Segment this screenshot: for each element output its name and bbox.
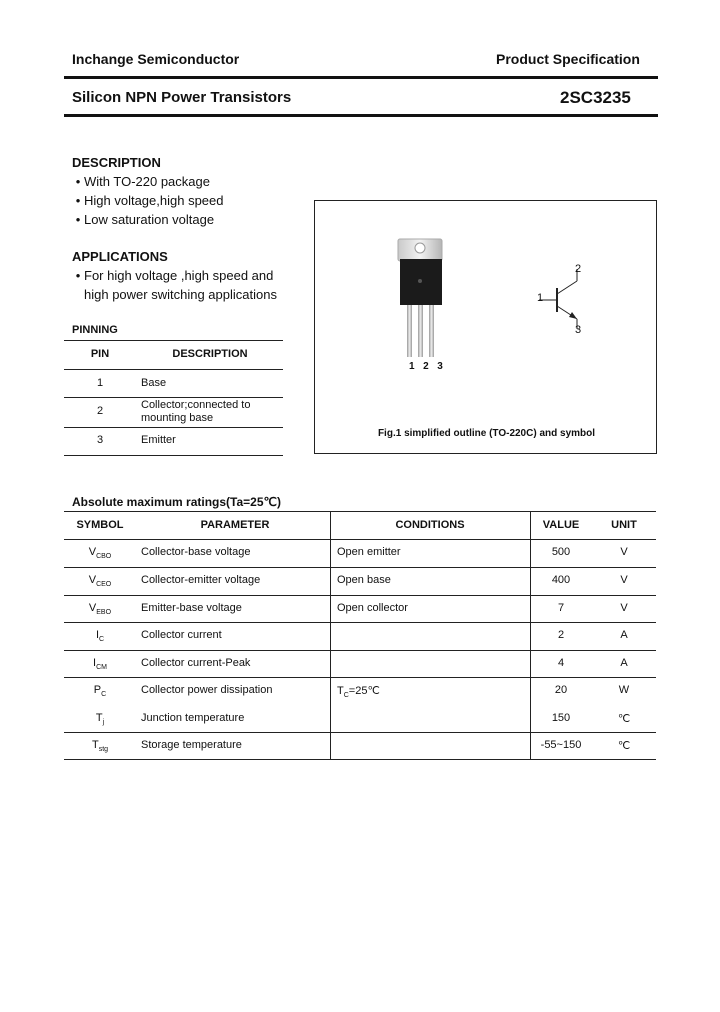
ratings-table xyxy=(64,511,656,760)
parameter-cell: Emitter-base voltage xyxy=(141,602,242,614)
value-cell: 500 xyxy=(551,546,571,558)
conditions-cell: Open emitter xyxy=(337,546,401,558)
part-number: 2SC3235 xyxy=(560,88,631,107)
symbol-cell: $V_{CEO}$ xyxy=(88,574,112,589)
conditions-cell: $T_C=25℃$ xyxy=(337,685,380,700)
pin-description: Emitter xyxy=(141,434,176,446)
table-rule xyxy=(64,732,656,733)
table-rule xyxy=(64,759,656,760)
parameter-cell: Storage temperature xyxy=(141,739,242,751)
description-heading: DESCRIPTION xyxy=(72,155,161,170)
table-rule xyxy=(64,539,656,540)
figure-caption: Fig.1 simplified outline (TO-220C) and symbol xyxy=(377,428,596,439)
parameter-cell: Collector-base voltage xyxy=(141,546,251,558)
col-parameter: PARAMETER xyxy=(200,519,270,531)
unit-cell: ℃ xyxy=(617,740,631,752)
col-symbol: SYMBOL xyxy=(76,519,124,531)
symbol-pin-collector: 2 xyxy=(575,263,582,275)
symbol-cell: $T_{stg}$ xyxy=(91,739,109,754)
description-item: • With TO-220 package xyxy=(75,174,210,189)
applications-line: • For high voltage ,high speed and xyxy=(75,268,274,283)
symbol-cell: $I_{CM}$ xyxy=(93,657,107,672)
parameter-cell: Collector current-Peak xyxy=(141,657,251,669)
value-cell: 4 xyxy=(557,657,565,669)
product-family: Silicon NPN Power Transistors xyxy=(72,89,292,106)
header-rule-bottom xyxy=(64,114,658,117)
description-item: • High voltage,high speed xyxy=(75,193,224,208)
pin-number: 3 xyxy=(96,434,104,446)
pinning-rule xyxy=(64,369,283,370)
pin-description: Base xyxy=(141,377,167,389)
ratings-heading: Absolute maximum ratings(Ta=25℃) xyxy=(72,495,281,509)
applications-heading: APPLICATIONS xyxy=(72,249,168,264)
pinning-rule xyxy=(64,455,283,456)
unit-cell: V xyxy=(620,546,628,558)
parameter-cell: Collector current xyxy=(141,629,222,641)
unit-cell: V xyxy=(620,602,628,614)
pin-number: 1 xyxy=(96,377,104,389)
figure-box xyxy=(314,200,657,454)
table-rule xyxy=(64,650,656,651)
unit-cell: A xyxy=(620,629,628,641)
parameter-cell: Junction temperature xyxy=(141,712,245,724)
value-cell: 2 xyxy=(557,629,565,641)
package-pin-numbers: 1 2 3 xyxy=(409,361,444,372)
conditions-cell: Open base xyxy=(337,574,391,586)
symbol-pin-base: 1 xyxy=(537,292,544,304)
applications-line: high power switching applications xyxy=(84,287,277,302)
pin-description: Collector;connected to mounting base xyxy=(141,399,251,424)
value-cell: -55~150 xyxy=(540,739,582,751)
table-rule xyxy=(64,622,656,623)
unit-cell: W xyxy=(618,684,630,696)
value-cell: 20 xyxy=(554,684,568,696)
symbol-pin-emitter: 3 xyxy=(575,324,582,336)
pin-number: 2 xyxy=(96,405,104,417)
unit-cell: ℃ xyxy=(617,713,631,725)
symbol-cell: $V_{CBO}$ xyxy=(88,546,112,561)
table-col-divider xyxy=(330,511,331,760)
table-rule xyxy=(64,677,656,678)
pinning-heading: PINNING xyxy=(72,324,118,336)
pinning-rule xyxy=(64,340,283,341)
company-name: Inchange Semiconductor xyxy=(72,51,240,67)
to220-package-image xyxy=(395,237,447,361)
value-cell: 400 xyxy=(551,574,571,586)
pinning-col-desc: DESCRIPTION xyxy=(172,348,248,360)
value-cell: 150 xyxy=(551,712,571,724)
parameter-cell: Collector-emitter voltage xyxy=(141,574,261,586)
col-unit: UNIT xyxy=(611,519,637,531)
table-rule xyxy=(64,511,656,512)
pinning-col-pin: PIN xyxy=(90,348,110,360)
doc-type: Product Specification xyxy=(496,51,640,67)
table-rule xyxy=(64,595,656,596)
table-rule xyxy=(64,567,656,568)
col-value: VALUE xyxy=(542,519,580,531)
pinning-rule xyxy=(64,427,283,428)
pinning-rule xyxy=(64,397,283,398)
description-item: • Low saturation voltage xyxy=(75,212,215,227)
symbol-cell: $V_{EBO}$ xyxy=(88,602,112,617)
col-conditions: CONDITIONS xyxy=(395,519,465,531)
unit-cell: V xyxy=(620,574,628,586)
header-rule-top xyxy=(64,76,658,79)
symbol-cell: $T_j$ xyxy=(95,712,105,727)
symbol-cell: $P_C$ xyxy=(93,684,107,699)
value-cell: 7 xyxy=(557,602,565,614)
symbol-cell: $I_C$ xyxy=(95,629,105,644)
unit-cell: A xyxy=(620,657,628,669)
conditions-cell: Open collector xyxy=(337,602,408,614)
parameter-cell: Collector power dissipation xyxy=(141,684,273,696)
